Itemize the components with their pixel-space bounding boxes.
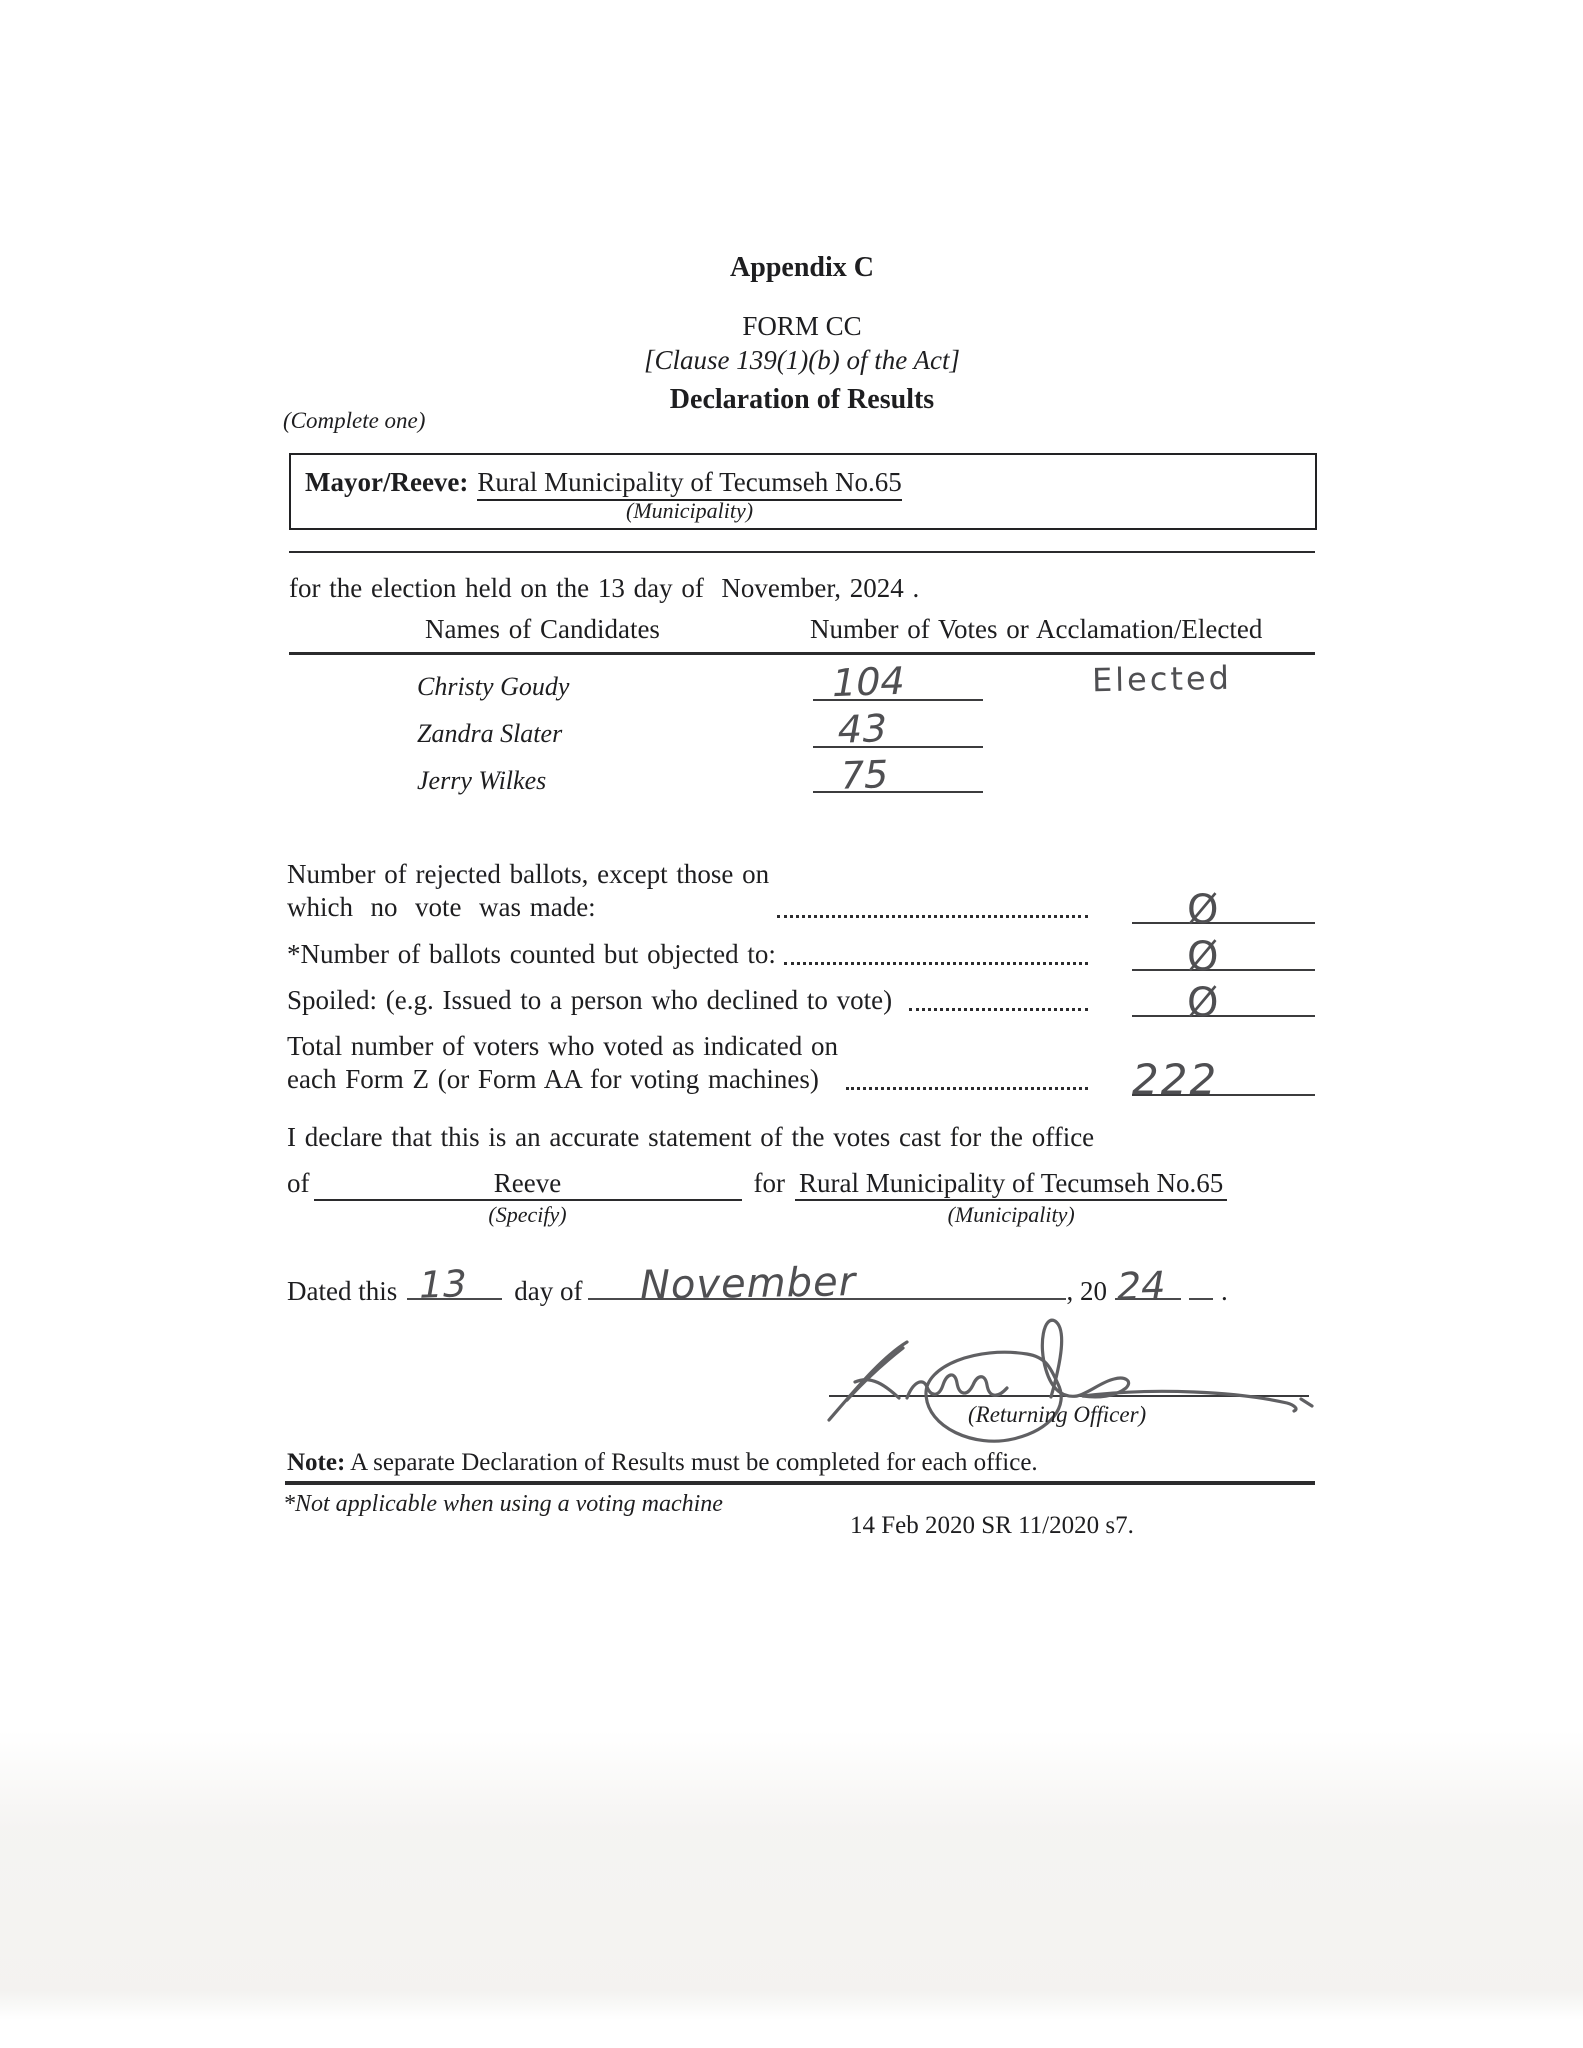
candidate-name: Christy Goudy bbox=[417, 672, 570, 701]
municipality-caption: (Municipality) bbox=[626, 498, 754, 523]
footer-rule bbox=[285, 1481, 1315, 1485]
column-header-votes: Number of Votes or Acclamation/Elected bbox=[810, 614, 1263, 644]
year-blank bbox=[1112, 1263, 1181, 1309]
day-blank bbox=[407, 1262, 502, 1307]
label-line: Total number of voters who voted as indicated on bbox=[287, 1031, 838, 1061]
office-specify-blank bbox=[314, 1168, 742, 1227]
label-line: Number of rejected ballots, except those on bbox=[287, 859, 770, 889]
dotted-leader bbox=[777, 915, 1088, 918]
election-statement: for the election held on the 13 day of November, 2024 . bbox=[289, 573, 920, 603]
answer-blank bbox=[1132, 887, 1315, 933]
handwritten-month: November bbox=[640, 1259, 857, 1309]
footnote-voting-machine: *Not applicable when using a voting machine bbox=[283, 1491, 723, 1517]
municipality-name: Rural Municipality of Tecumseh No.65 bbox=[798, 1168, 1224, 1198]
dotted-leader bbox=[784, 962, 1088, 965]
vote-count-handwritten: 75 bbox=[835, 752, 893, 798]
objected-ballots-field bbox=[287, 934, 1315, 980]
total-voters-field bbox=[287, 1030, 1315, 1104]
form-code-heading: FORM CC bbox=[742, 311, 862, 341]
scan-shading-artifact bbox=[0, 1730, 1583, 2020]
objected-ballots-label: *Number of ballots counted but objected to: bbox=[287, 939, 776, 969]
municipality-caption: (Municipality) bbox=[947, 1202, 1075, 1227]
rejected-ballots-label bbox=[287, 858, 769, 924]
handwritten-zero: Ø bbox=[1187, 980, 1219, 1026]
spoiled-ballots-field bbox=[287, 980, 1315, 1026]
elected-status-handwritten: Elected bbox=[1091, 658, 1233, 700]
office-box-label: Mayor/Reeve: bbox=[305, 467, 469, 497]
column-header-names: Names of Candidates bbox=[425, 614, 660, 644]
of-label: of bbox=[287, 1168, 310, 1198]
total-voters-label bbox=[287, 1030, 838, 1096]
horizontal-rule-top bbox=[289, 551, 1315, 553]
candidate-name: Zandra Slater bbox=[417, 719, 563, 748]
dotted-leader bbox=[909, 1008, 1088, 1011]
revision-reference: 14 Feb 2020 SR 11/2020 s7. bbox=[850, 1512, 1134, 1539]
header-rule bbox=[289, 652, 1315, 655]
office-specified: Reeve bbox=[493, 1168, 562, 1198]
candidate-name: Jerry Wilkes bbox=[417, 766, 547, 795]
dated-prefix: Dated this bbox=[287, 1276, 398, 1306]
vote-count-handwritten: 43 bbox=[833, 706, 891, 752]
for-label: for bbox=[753, 1168, 785, 1198]
appendix-heading: Appendix C bbox=[730, 252, 874, 283]
form-title: Declaration of Results bbox=[669, 384, 935, 415]
declaration-municipality bbox=[795, 1168, 1227, 1227]
declaration-statement: I declare that this is an accurate statement of the votes cast for the office bbox=[287, 1122, 1095, 1152]
municipality-value: Rural Municipality of Tecumseh No.65 bbox=[477, 467, 902, 497]
specify-caption: (Specify) bbox=[488, 1202, 567, 1227]
handwritten-year: 24 bbox=[1112, 1263, 1170, 1309]
handwritten-day: 13 bbox=[415, 1262, 471, 1307]
clause-reference: [Clause 139(1)(b) of the Act] bbox=[644, 345, 960, 375]
answer-blank bbox=[1132, 1055, 1315, 1104]
rejected-ballots-field bbox=[287, 858, 1315, 933]
label-line: which no vote was made: bbox=[287, 892, 605, 922]
short-blank bbox=[1189, 1272, 1213, 1300]
handwritten-total: 222 bbox=[1132, 1055, 1219, 1104]
note-label: Note: bbox=[287, 1449, 346, 1476]
dotted-leader bbox=[846, 1087, 1088, 1090]
returning-officer-caption: (Returning Officer) bbox=[968, 1402, 1147, 1427]
handwritten-zero: Ø bbox=[1187, 934, 1219, 980]
dated-connector: day of bbox=[514, 1276, 583, 1306]
spoiled-ballots-label: Spoiled: (e.g. Issued to a person who declined to vote) bbox=[287, 985, 901, 1015]
handwritten-zero: Ø bbox=[1187, 887, 1219, 933]
office-box bbox=[289, 453, 1317, 530]
note-text: A separate Declaration of Results must be completed for each office. bbox=[345, 1449, 1038, 1476]
year-prefix: , 20 bbox=[1066, 1276, 1107, 1306]
label-line: each Form Z (or Form AA for voting machines) bbox=[287, 1064, 828, 1094]
note-line bbox=[287, 1449, 1038, 1477]
vote-count-handwritten: 104 bbox=[827, 658, 909, 706]
answer-blank bbox=[1132, 934, 1315, 980]
month-blank bbox=[588, 1259, 1066, 1309]
answer-blank bbox=[1132, 980, 1315, 1026]
dated-suffix: . bbox=[1220, 1276, 1228, 1306]
declaration-office-row bbox=[287, 1168, 1317, 1227]
complete-one-instruction: (Complete one) bbox=[283, 408, 426, 433]
office-box-municipality bbox=[477, 467, 902, 523]
